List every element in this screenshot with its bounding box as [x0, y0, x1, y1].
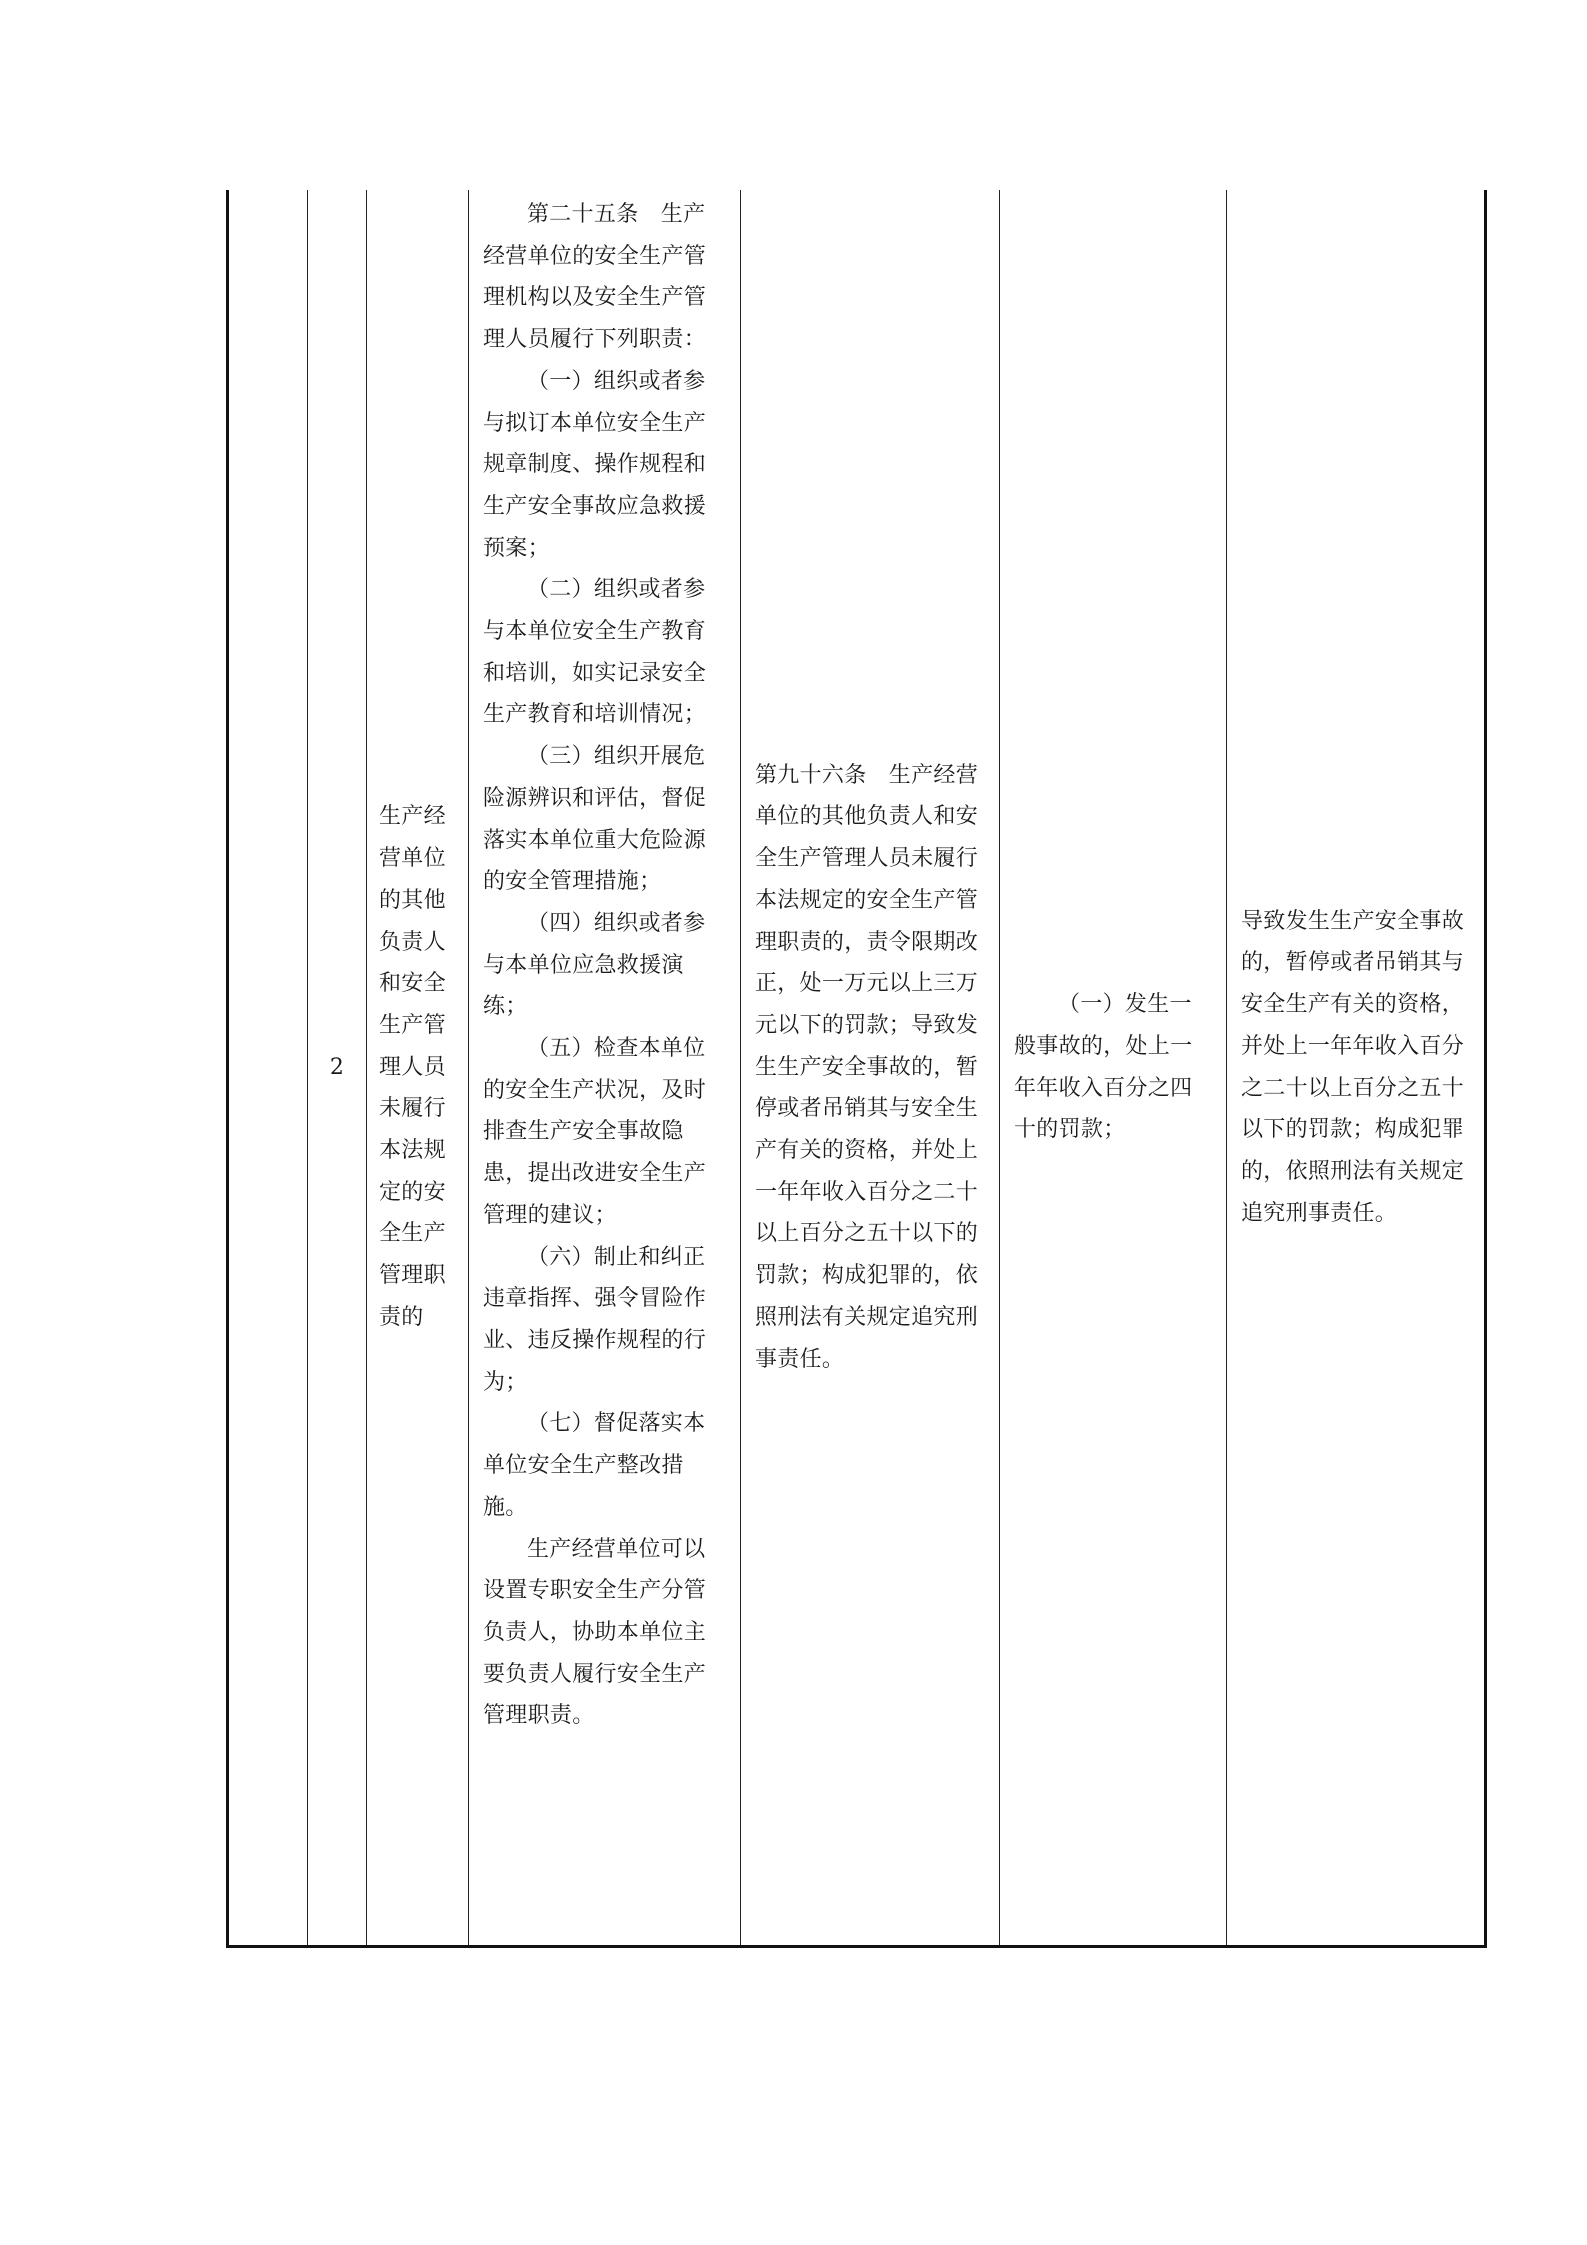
penalty-basis-cell [741, 190, 1000, 1947]
illegal-act-text: 生产经营单位的其他负责人和安全生产管理人员未履行本法规定的安全生产管理职责的 [379, 804, 446, 1330]
result-cell [1227, 190, 1486, 1947]
law-article-paragraph: 生产经营单位可以设置专职安全生产分管负责人，协助本单位主要负责人履行安全生产管理职责。 [483, 1536, 707, 1729]
row-number: 2 [308, 190, 367, 1947]
blank-cell [228, 190, 308, 1947]
law-article-paragraph: （四）组织或者参与本单位应急救援演练； [483, 910, 706, 1020]
result-text: 导致发生生产安全事故的，暂停或者吊销其与安全生产有关的资格，并处上一年年收入百分之二十以上百分之五十以下的罚款；构成犯罪的，依照刑法有关规定追究刑事责任。 [1241, 908, 1465, 1226]
law-article-paragraph: （七）督促落实本单位安全生产整改措施。 [483, 1411, 706, 1520]
law-article-paragraph: （二）组织或者参与本单位安全生产教育和培训，如实记录安全生产教育和培训情况； [483, 577, 707, 728]
discretion-standard-cell [1000, 190, 1227, 1947]
law-article-paragraph: 第二十五条 生产经营单位的安全生产管理机构以及安全生产管理人员履行下列职责： [483, 202, 707, 353]
table-row [228, 190, 1486, 1947]
penalty-table [226, 190, 1487, 1948]
law-article-paragraph: （六）制止和纠正违章指挥、强令冒险作业、违反操作规程的行为； [483, 1244, 707, 1395]
law-article-paragraph: （五）检查本单位的安全生产状况，及时排查生产安全事故隐患，提出改进安全生产管理的建议； [483, 1036, 707, 1228]
law-article-paragraph: （一）组织或者参与拟订本单位安全生产规章制度、操作规程和生产安全事故应急救援预案； [483, 368, 707, 561]
illegal-act-cell [367, 190, 469, 1947]
penalty-basis-text: 第九十六条 生产经营单位的其他负责人和安全生产管理人员未履行本法规定的安全生产管理职责的，责令限期改正，处一万元以上三万元以下的罚款；导致发生生产安全事故的，暂停或者吊销其与安全生产有关的资格，并处上一年年收入百分之二十以上百分之五十以下的罚款；构成犯罪的，依照刑法有关规定追究刑事责任。 [755, 762, 979, 1372]
law-article-paragraph: （三）组织开展危险源辨识和评估，督促落实本单位重大危险源的安全管理措施； [483, 744, 707, 895]
law-article-cell [469, 190, 741, 1947]
discretion-standard-text: （一）发生一般事故的，处上一年年收入百分之四十的罚款； [1014, 992, 1193, 1143]
